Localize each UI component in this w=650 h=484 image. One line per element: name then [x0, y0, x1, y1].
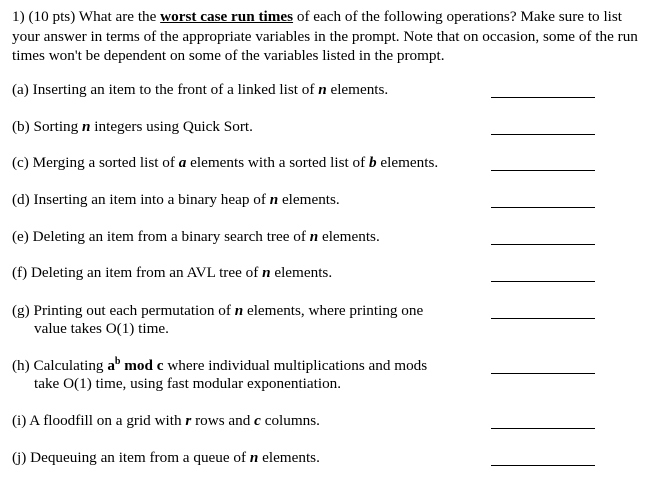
- answer-blank-h[interactable]: [491, 373, 595, 374]
- answer-blank-g[interactable]: [491, 318, 595, 319]
- question-i: (i) A floodfill on a grid with r rows and c columns.: [12, 412, 320, 429]
- prompt-emphasis: worst case run times: [160, 8, 294, 25]
- question-d: (d) Inserting an item into a binary heap of n elements.: [12, 191, 340, 208]
- answer-blank-j[interactable]: [491, 465, 595, 466]
- question-b: (b) Sorting n integers using Quick Sort.: [12, 118, 253, 135]
- question-e: (e) Deleting an item from a binary search tree of n elements.: [12, 228, 380, 245]
- question-c: (c) Merging a sorted list of a elements with a sorted list of b elements.: [12, 154, 439, 171]
- question-f: (f) Deleting an item from an AVL tree of n elements.: [12, 264, 333, 281]
- answer-blank-i[interactable]: [491, 428, 595, 429]
- answer-blank-e[interactable]: [491, 244, 595, 245]
- question-g: (g) Printing out each permutation of n elements, where printing one value takes O(1) time.: [12, 302, 424, 337]
- prompt-rest: of each of the following operations? Make sure to list your answer in terms of the appropriate variables in the prompt. Note that on occasion, some of the run times won't be dependent on some of the variables listed in the prompt.: [12, 8, 638, 64]
- question-j: (j) Dequeuing an item from a queue of n elements.: [12, 449, 320, 466]
- prompt-lead: 1) (10 pts) What are the: [12, 8, 161, 25]
- question-prompt: [12, 7, 640, 66]
- answer-blank-a[interactable]: [491, 97, 595, 98]
- question-h: (h) Calculating $a^b$ mod c where individual multiplications and mods take O(1) time, using fast modular exponentiation.: [12, 355, 428, 392]
- answer-blank-b[interactable]: [491, 134, 595, 135]
- answer-blank-d[interactable]: [491, 207, 595, 208]
- answer-blank-f[interactable]: [491, 281, 595, 282]
- question-a: (a) Inserting an item to the front of a linked list of n elements.: [12, 81, 389, 98]
- answer-blank-c[interactable]: [491, 170, 595, 171]
